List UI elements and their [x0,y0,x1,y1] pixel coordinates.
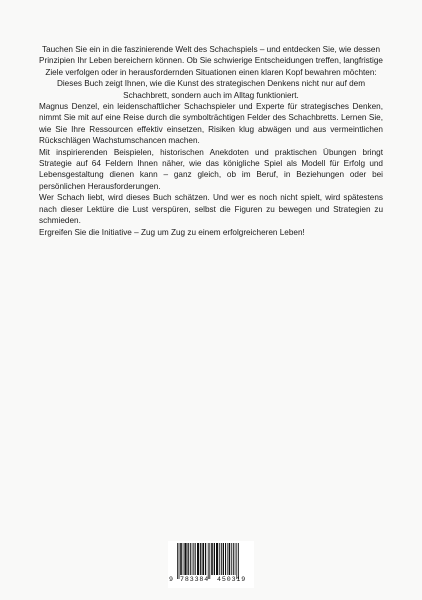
blurb-paragraph-1: Tauchen Sie ein in die faszinierende Welt des Schachspiels – und entdecken Sie, wie dessen Prinzipien Ihr Leben bereichern können. Ob Sie schwierige Entscheidungen treffen, langfristige Ziele verfolgen oder in herausfordernden Situationen einen klaren Kopf bewahren möchten: Dieses Buch zeigt Ihnen, wie die Kunst des strategischen Denkens nicht nur auf dem Schachbrett, sondern auch im Alltag funktioniert. [39,45,383,100]
barcode-guard-bar [236,543,237,579]
isbn-barcode [168,541,254,588]
blurb-paragraph-4: Wer Schach liebt, wird dieses Buch schätzen. Und wer es noch nicht spielt, wird spätestens nach dieser Lektüre die Lust verspüren, selbst die Figuren zu bewegen und Strategien zu schmieden. [39,193,383,226]
barcode-bar [221,543,222,575]
barcode-bar [200,543,201,575]
barcode-bar [227,543,228,575]
barcode-lead-digit: 9 [169,576,173,583]
barcode-left-digits: 783384 [180,576,210,583]
barcode-bar [235,543,236,575]
barcode-bar [211,543,213,575]
barcode-bar [229,543,231,575]
barcode-guard-bar [209,543,210,579]
barcode-bar [184,543,186,575]
barcode-bar [231,543,232,575]
barcode-bar [216,543,218,575]
barcode-guard-bar [177,543,178,579]
barcode-guard-bar [238,543,239,579]
barcode-bar [190,543,191,575]
barcode-bar [223,543,224,575]
barcode-bar [192,543,193,575]
barcode-bar [202,543,204,575]
barcode-bar [180,543,182,575]
barcode-right-digits: 450319 [217,576,247,583]
barcode-bar [233,543,234,575]
barcode-bar [183,543,184,575]
barcode-guard-bar [208,543,209,579]
barcode-bar [214,543,215,575]
barcode-guard-bar [179,543,180,579]
barcode-bar [225,543,226,575]
blurb-paragraph-2: Magnus Denzel, ein leidenschaftlicher Schachspieler und Experte für strategisches Denken, nimmt Sie mit auf eine Reise durch die symbolträchtigen Felder des Schachbretts. Lernen Sie, wie Sie Ihre Ressourcen effektiv einsetzen, Risiken klug abwägen und aus vermeintlichen Rückschlägen Wachstumschancen machen. [39,102,383,146]
barcode-bar [193,543,194,575]
blurb-paragraph-5: Ergreifen Sie die Initiative – Zug um Zug zu einem erfolgreicheren Leben! [39,227,305,237]
barcode-bar [197,543,199,575]
blurb-text [39,44,383,238]
barcode-bar [219,543,220,575]
barcode-bar [205,543,206,575]
barcode-bar [195,543,196,575]
barcode-bar [188,543,189,575]
blurb-paragraph-3: Mit inspirierenden Beispielen, historischen Anekdoten und praktischen Übungen bringt Strategie auf 64 Feldern Ihnen näher, wie das königliche Spiel als Modell für Erfolg und Lebensgestaltung dienen kann – ganz gleich, ob im Beruf, in Beziehungen oder bei persönlichen Herausforderungen. [39,147,383,191]
